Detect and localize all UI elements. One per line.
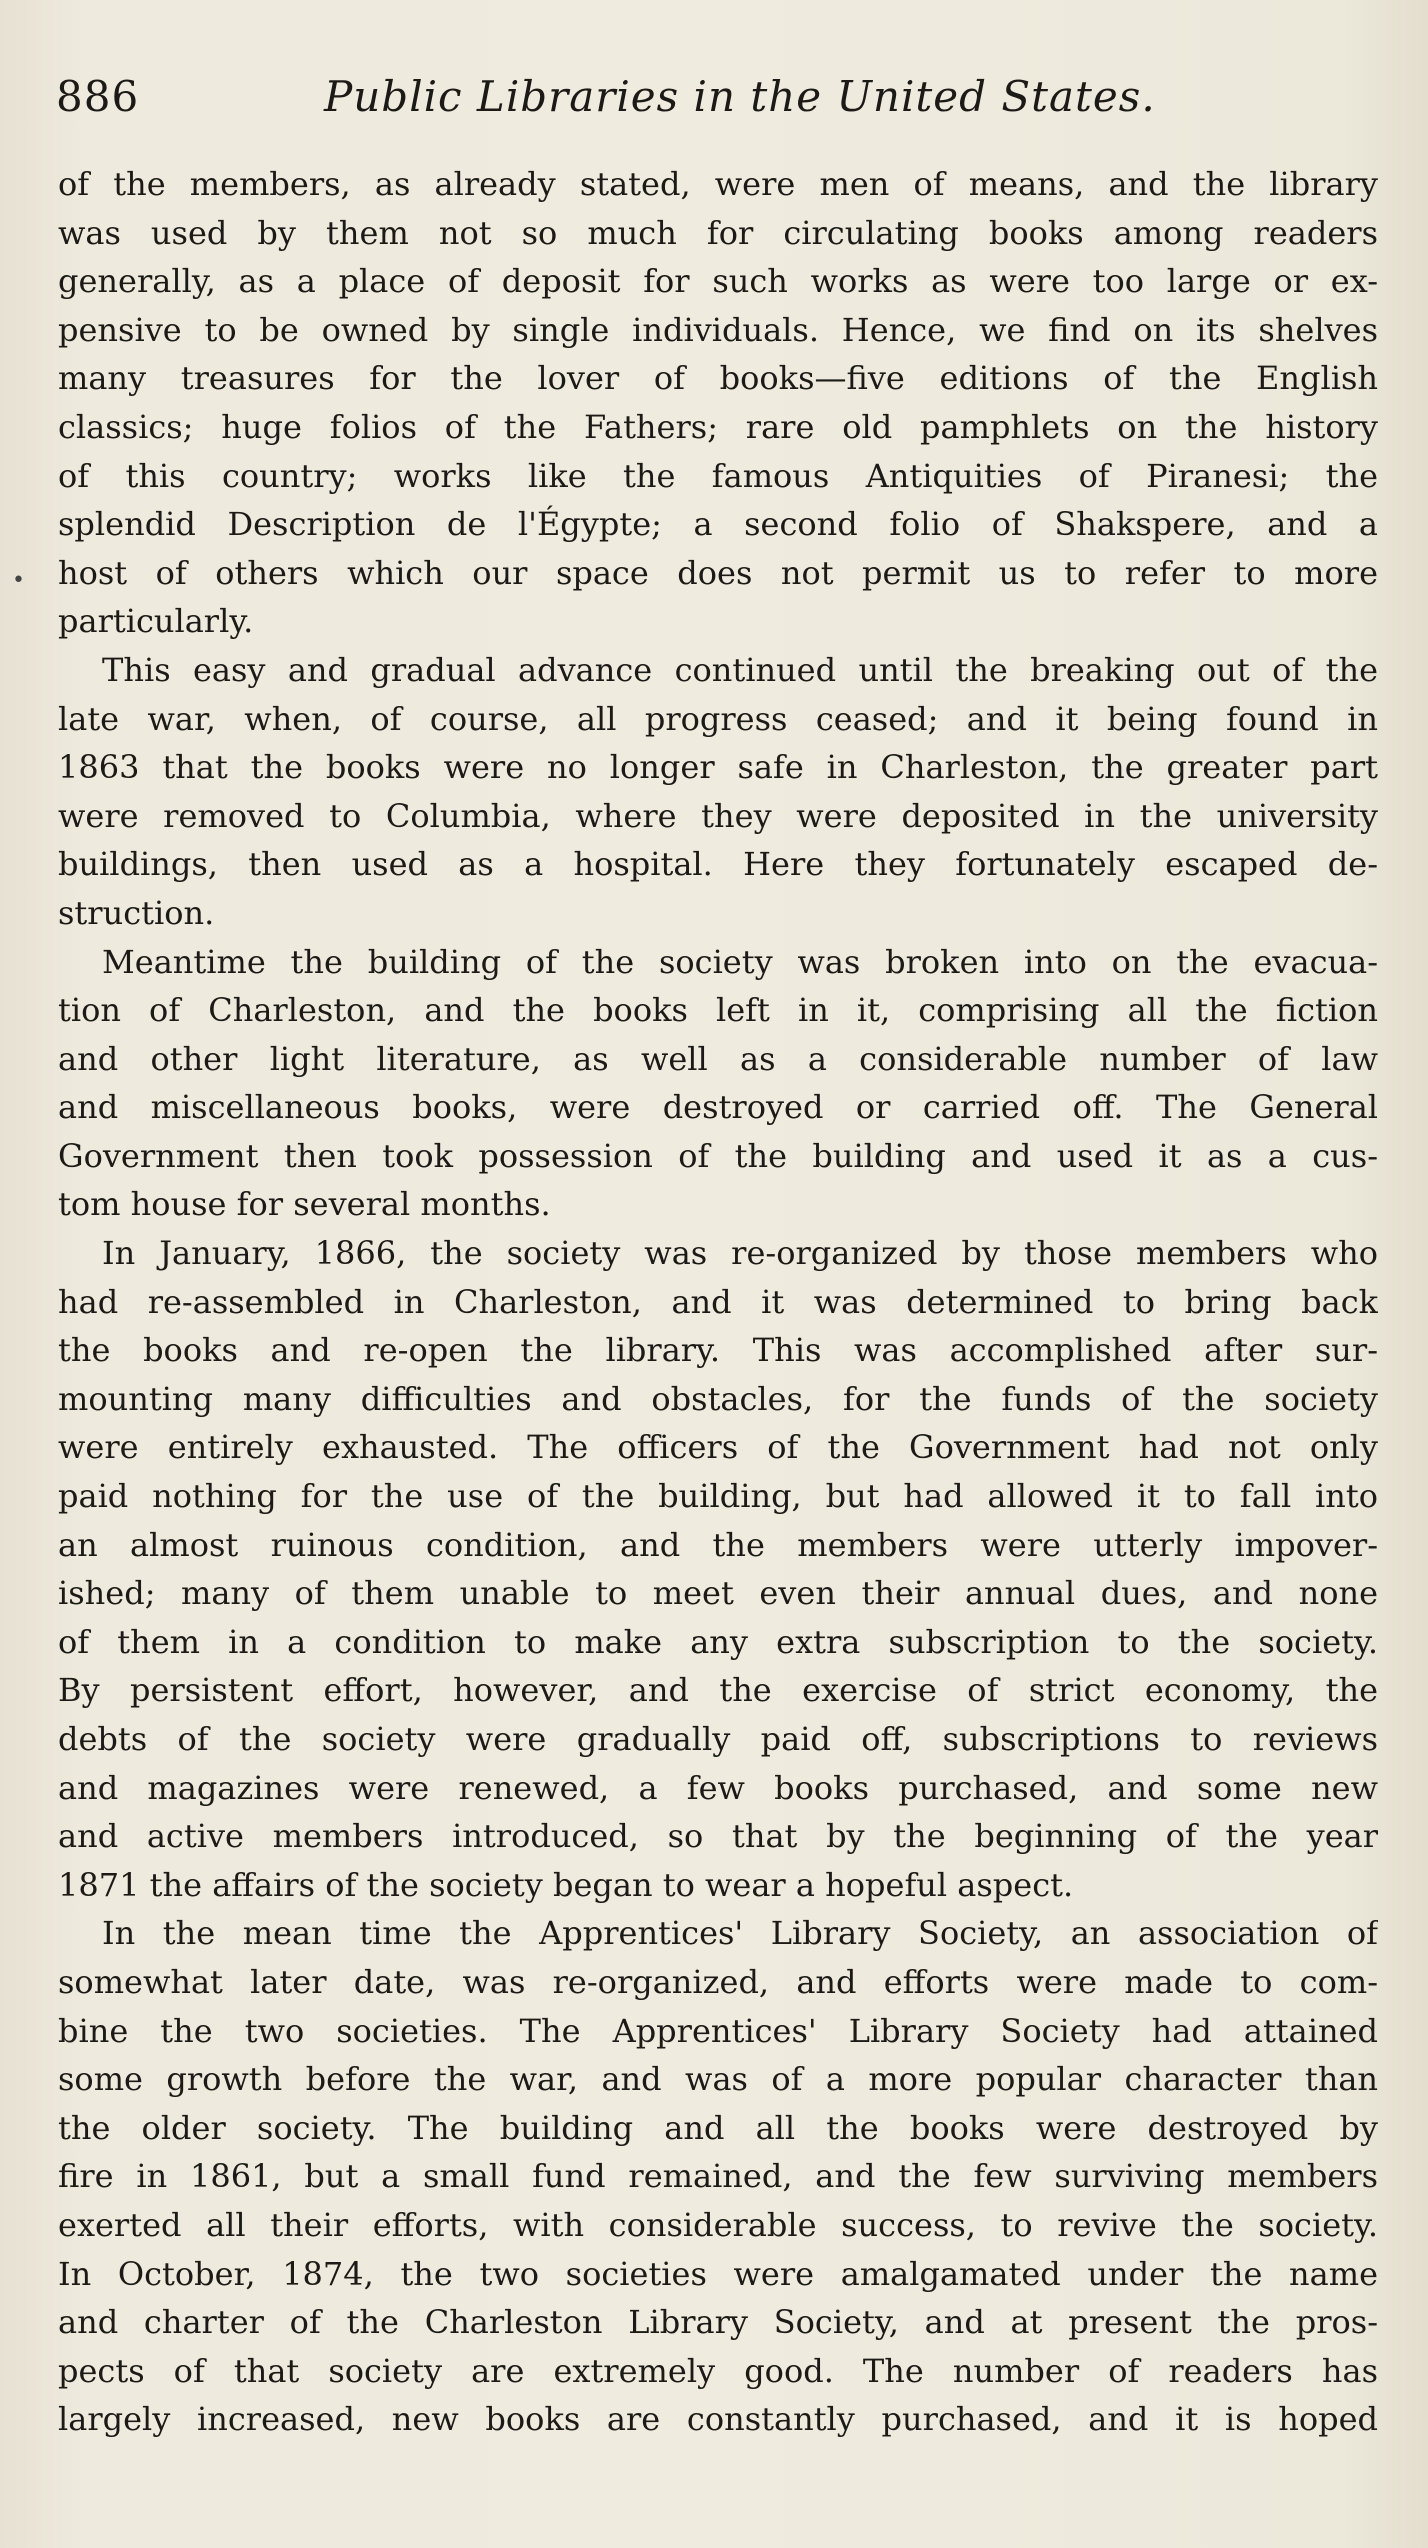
text-line: were entirely exhausted. The officers of the Government had not only	[58, 1428, 1378, 1467]
text-line: Government then took possession of the building and used it as a cus-	[58, 1136, 1378, 1175]
text-line: struction.	[58, 893, 215, 932]
text-line: largely increased, new books are constantly purchased, and it is hoped	[58, 2400, 1378, 2439]
text-line: splendid Description de l'Égypte; a second folio of Shakspere, and a	[58, 505, 1378, 544]
text-line: paid nothing for the use of the building, but had allowed it to fall into	[58, 1477, 1378, 1516]
text-line: pensive to be owned by single individuals. Hence, we find on its shelves	[58, 310, 1378, 349]
paragraph	[58, 1229, 1378, 1909]
text-line: classics; huge folios of the Fathers; rare old pamphlets on the history	[58, 407, 1378, 446]
text-line: particularly.	[58, 602, 254, 641]
text-line: were removed to Columbia, where they were deposited in the university	[58, 796, 1378, 835]
text-line: was used by them not so much for circulating books among readers	[58, 213, 1378, 252]
text-line: an almost ruinous condition, and the members were utterly impover-	[58, 1525, 1378, 1564]
text-line: pects of that society are extremely good. The number of readers has	[58, 2351, 1378, 2390]
text-line: the older society. The building and all the books were destroyed by	[58, 2108, 1378, 2147]
text-line: In January, 1866, the society was re-organized by those members who	[102, 1234, 1378, 1273]
text-line: the books and re-open the library. This was accomplished after sur-	[58, 1331, 1378, 1370]
text-line: buildings, then used as a hospital. Here they fortunately escaped de-	[58, 845, 1378, 884]
paragraph	[58, 160, 1378, 646]
text-line: tion of Charleston, and the books left in it, comprising all the fiction	[58, 991, 1378, 1030]
text-line: 1871 the affairs of the society began to wear a hopeful aspect.	[58, 1865, 1074, 1904]
paragraph	[58, 646, 1378, 938]
text-line: and charter of the Charleston Library Society, and at present the pros-	[58, 2303, 1378, 2342]
text-line: bine the two societies. The Apprentices' Library Society had attained	[58, 2011, 1378, 2050]
text-line: By persistent effort, however, and the exercise of strict economy, the	[58, 1671, 1378, 1710]
margin-bullet-mark: •	[12, 568, 25, 593]
text-line: This easy and gradual advance continued until the breaking out of the	[102, 650, 1378, 689]
paragraph	[58, 938, 1378, 1230]
text-line: exerted all their efforts, with considerable success, to revive the society.	[58, 2205, 1378, 2244]
page-header	[56, 72, 1376, 132]
text-line: and magazines were renewed, a few books purchased, and some new	[58, 1768, 1378, 1807]
text-line: 1863 that the books were no longer safe in Charleston, the greater part	[58, 748, 1378, 787]
text-line: and miscellaneous books, were destroyed or carried off. The General	[58, 1088, 1378, 1127]
text-line: generally, as a place of deposit for such works as were too large or ex-	[58, 262, 1378, 301]
text-line: ished; many of them unable to meet even their annual dues, and none	[58, 1574, 1378, 1613]
text-line: some growth before the war, and was of a more popular character than	[58, 2060, 1378, 2099]
paragraph	[58, 1909, 1378, 2444]
text-line: of them in a condition to make any extra subscription to the society.	[58, 1622, 1378, 1661]
text-line: somewhat later date, was re-organized, and efforts were made to com-	[58, 1962, 1378, 2001]
text-line: had re-assembled in Charleston, and it was determined to bring back	[58, 1282, 1378, 1321]
text-line: In October, 1874, the two societies were amalgamated under the name	[58, 2254, 1378, 2293]
text-line: host of others which our space does not permit us to refer to more	[58, 553, 1378, 592]
text-line: late war, when, of course, all progress ceased; and it being found in	[58, 699, 1378, 738]
text-line: of the members, as already stated, were men of means, and the library	[58, 165, 1378, 203]
running-head: Public Libraries in the United States.	[324, 72, 1156, 121]
text-line: and active members introduced, so that by the beginning of the year	[58, 1817, 1378, 1856]
text-line: fire in 1861, but a small fund remained, and the few surviving members	[58, 2157, 1378, 2196]
text-line: In the mean time the Apprentices' Library Society, an association of	[102, 1914, 1378, 1953]
text-line: debts of the society were gradually paid off, subscriptions to reviews	[58, 1720, 1378, 1758]
text-line: mounting many difficulties and obstacles, for the funds of the society	[58, 1379, 1378, 1418]
text-line: many treasures for the lover of books—five editions of the English	[58, 359, 1378, 398]
text-line: of this country; works like the famous Antiquities of Piranesi; the	[58, 456, 1378, 495]
page-number: 886	[56, 72, 140, 121]
body-text	[58, 160, 1378, 2444]
text-line: and other light literature, as well as a considerable number of law	[58, 1039, 1378, 1078]
text-line: tom house for several months.	[58, 1185, 551, 1224]
text-line: Meantime the building of the society was broken into on the evacua-	[102, 942, 1378, 981]
